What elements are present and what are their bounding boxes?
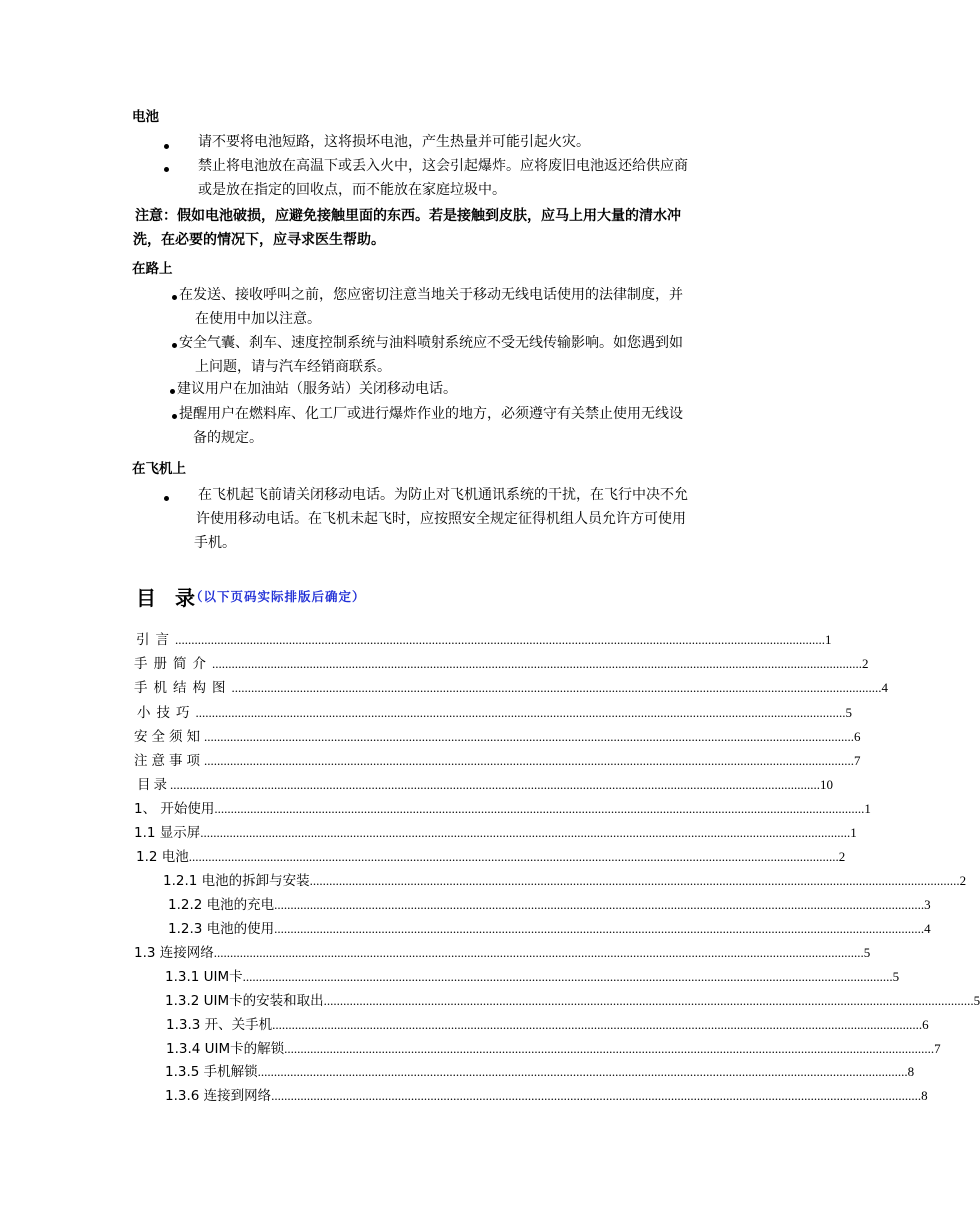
toc-subtitle: （以下页码实际排版后确定） [190, 589, 366, 604]
toc-entry-page: 6 [922, 1017, 929, 1032]
toc-leader: ........................................................................................................................................................................................................ [272, 1017, 923, 1032]
toc-entry-page: 5 [973, 993, 980, 1008]
toc-leader: ........................................................................................................................................................................................................ [175, 632, 825, 647]
toc-leader: ........................................................................................................................................................................................................ [309, 873, 960, 888]
toc-entry-label: 1、 开始使用 [134, 801, 215, 817]
bullet-icon [164, 144, 169, 149]
plane-line-1: 在飞机起飞前请关闭移动电话。为防止对飞机通讯系统的干扰，在飞行中决不允 [198, 487, 688, 503]
toc-entry-page: 5 [892, 969, 900, 984]
plane-line-3: 手机。 [194, 535, 236, 551]
toc-entry-label: 1.3.5 手机解锁 [165, 1064, 258, 1080]
toc-entry-page: 1 [825, 632, 832, 647]
toc-entry[interactable] [163, 869, 967, 889]
bullet-icon [170, 389, 175, 394]
toc-title: 目 录 [136, 586, 201, 610]
plane-line-2: 许使用移动电话。在飞机未起飞时，应按照安全规定征得机组人员允许方可使用 [196, 511, 686, 527]
toc-entry-page: 3 [924, 897, 931, 912]
toc-leader: ........................................................................................................................................................................................................ [274, 897, 925, 912]
toc-leader: ........................................................................................................................................................................................................ [274, 921, 925, 936]
toc-entry-label: 1.3.2 UIM卡的安装和取出 [165, 993, 324, 1009]
toc-entry-page: 5 [863, 945, 871, 960]
toc-entry-page: 5 [845, 705, 852, 720]
toc-entry[interactable] [134, 749, 861, 769]
toc-entry[interactable] [136, 845, 846, 865]
toc-entry-label: 注意事项 [134, 753, 204, 769]
bullet-icon [172, 295, 177, 300]
toc-entry[interactable] [165, 1060, 915, 1080]
toc-leader: ........................................................................................................................................................................................................ [323, 993, 974, 1008]
bullet-icon [172, 414, 177, 419]
toc-entry-page: 4 [881, 680, 888, 695]
bullet-icon [172, 343, 177, 348]
battery-note-line2: 洗，在必要的情况下，应寻求医生帮助。 [133, 232, 385, 248]
toc-entry[interactable] [165, 965, 900, 985]
battery-item-1: 请不要将电池短路，这将损坏电池，产生热量并可能引起火灾。 [198, 134, 590, 150]
road-heading: 在路上 [132, 261, 173, 277]
toc-leader: ........................................................................................................................................................................................................ [213, 945, 864, 960]
toc-leader: ........................................................................................................................................................................................................ [204, 753, 854, 768]
toc-entry-label: 小技巧 [137, 705, 196, 721]
toc-leader: ........................................................................................................................................................................................................ [212, 656, 862, 671]
bullet-icon [164, 496, 169, 501]
road-line-2: 在使用中加以注意。 [195, 311, 321, 327]
battery-heading: 电池 [132, 109, 159, 125]
toc-entry-page: 4 [924, 921, 931, 936]
toc-leader: ........................................................................................................................................................................................................ [195, 705, 846, 720]
toc-entry-label: 1.2.3 电池的使用 [168, 921, 275, 937]
toc-leader: ........................................................................................................................................................................................................ [214, 801, 865, 816]
toc-entry-label: 目录 [137, 777, 170, 793]
battery-item-2: 禁止将电池放在高温下或丢入火中，这会引起爆炸。应将废旧电池返还给供应商 [198, 158, 688, 174]
toc-leader: ........................................................................................................................................................................................................ [231, 680, 882, 695]
toc-entry[interactable] [165, 1084, 928, 1104]
toc-entry-page: 6 [854, 729, 861, 744]
plane-heading: 在飞机上 [132, 461, 186, 477]
toc-entry-label: 1.3.4 UIM卡的解锁 [166, 1041, 285, 1057]
toc-leader: ........................................................................................................................................................................................................ [242, 969, 893, 984]
toc-entry-label: 手机结构图 [134, 680, 232, 696]
toc-leader: ........................................................................................................................................................................................................ [170, 777, 820, 792]
toc-entry-page: 2 [862, 656, 869, 671]
toc-entry[interactable] [137, 701, 852, 721]
road-line-5: 建议用户在加油站（服务站）关闭移动电话。 [177, 381, 457, 397]
road-line-1: 在发送、接收呼叫之前，您应密切注意当地关于移动无线电话使用的法律制度，并 [179, 287, 683, 303]
toc-entry[interactable] [166, 1037, 941, 1057]
toc-leader: ........................................................................................................................................................................................................ [284, 1041, 935, 1056]
toc-leader: ........................................................................................................................................................................................................ [200, 825, 851, 840]
toc-entry[interactable] [134, 821, 857, 841]
toc-entry[interactable] [134, 652, 869, 672]
bullet-icon [164, 167, 169, 172]
toc-entry-page: 1 [864, 801, 871, 816]
toc-entry-page: 7 [934, 1041, 941, 1056]
toc-entry-label: 1.2.2 电池的充电 [168, 897, 275, 913]
toc-entry[interactable] [168, 917, 931, 937]
toc-entry-label: 1.1 显示屏 [134, 825, 201, 841]
toc-leader: ........................................................................................................................................................................................................ [204, 729, 854, 744]
road-line-3: 安全气囊、刹车、速度控制系统与油料喷射系统应不受无线传输影响。如您遇到如 [179, 335, 683, 351]
toc-entry-label: 1.3 连接网络 [134, 945, 214, 961]
toc-entry[interactable] [165, 989, 980, 1009]
toc-entry-label: 1.2 电池 [136, 849, 189, 865]
road-line-7: 备的规定。 [193, 430, 263, 446]
toc-entry-page: 7 [854, 753, 861, 768]
toc-entry-label: 安全须知 [134, 729, 204, 745]
toc-entry[interactable] [136, 628, 832, 648]
toc-entry-page: 1 [850, 825, 857, 840]
toc-entry-label: 1.3.6 连接到网络 [165, 1088, 272, 1104]
toc-entry-label: 1.2.1 电池的拆卸与安装 [163, 873, 310, 889]
toc-entry-label: 手册简介 [134, 656, 212, 672]
toc-entry-page: 8 [907, 1064, 915, 1079]
toc-entry-page: 10 [820, 777, 833, 792]
toc-entry-label: 1.3.1 UIM卡 [165, 969, 243, 985]
toc-entry-label: 1.3.3 开、关手机 [166, 1017, 273, 1033]
road-line-6: 提醒用户在燃料库、化工厂或进行爆炸作业的地方，必须遵守有关禁止使用无线设 [179, 406, 683, 422]
toc-entry[interactable] [134, 676, 888, 696]
toc-leader: ........................................................................................................................................................................................................ [188, 849, 839, 864]
toc-entry[interactable] [137, 773, 833, 793]
toc-leader: ........................................................................................................................................................................................................ [271, 1088, 922, 1103]
toc-entry-page: 2 [838, 849, 846, 864]
toc-entry[interactable] [168, 893, 931, 913]
battery-note-line1: 注意：假如电池破损，应避免接触里面的东西。若是接触到皮肤，应马上用大量的清水冲 [135, 208, 681, 224]
toc-entry[interactable] [134, 797, 871, 817]
toc-entry[interactable] [166, 1013, 929, 1033]
toc-entry-page: 8 [921, 1088, 928, 1103]
toc-entry[interactable] [134, 941, 871, 961]
battery-item-2-cont: 或是放在指定的回收点，而不能放在家庭垃圾中。 [198, 182, 506, 198]
road-line-4: 上问题，请与汽车经销商联系。 [195, 359, 391, 375]
toc-entry[interactable] [134, 725, 861, 745]
toc-leader: ........................................................................................................................................................................................................ [257, 1064, 908, 1079]
toc-entry-page: 2 [959, 873, 967, 888]
toc-entry-label: 引言 [136, 632, 175, 648]
